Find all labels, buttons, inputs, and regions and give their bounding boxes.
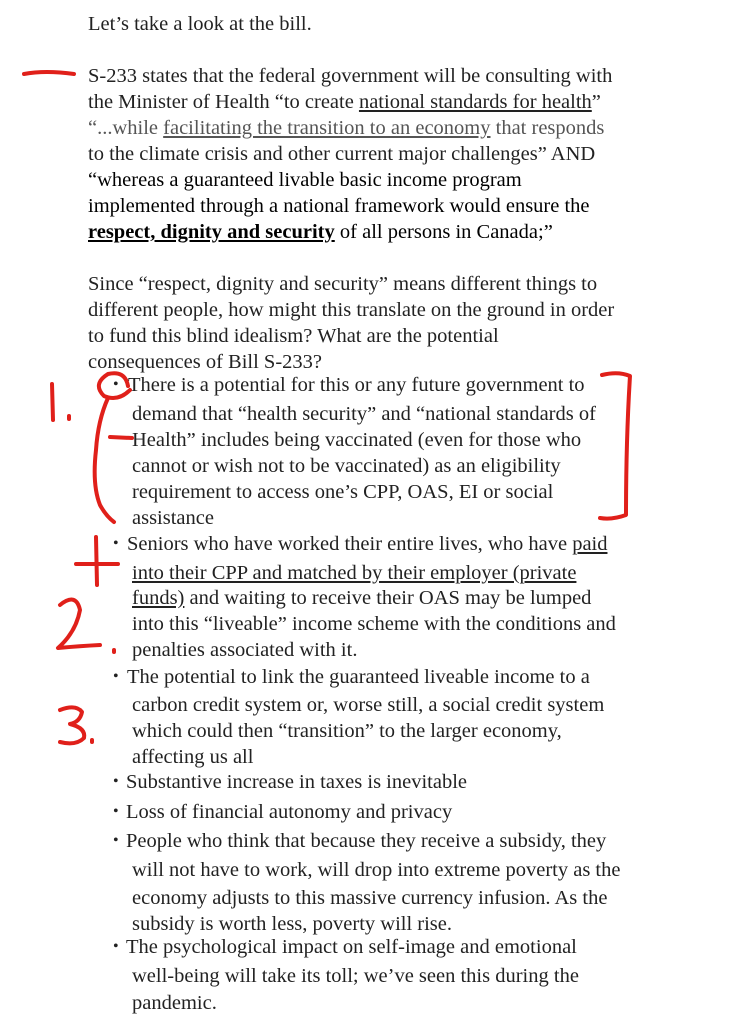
text-line: demand that “health security” and “national standards of — [132, 403, 596, 425]
text-line: assistance — [132, 507, 214, 529]
text-line: carbon credit system or, worse still, a social credit system — [132, 694, 605, 716]
text-line: Substantive increase in taxes is inevitable — [126, 771, 468, 793]
text-line: to fund this blind idealism? What are the potential — [88, 325, 499, 347]
text: and waiting to receive their OAS may be lumped — [184, 587, 592, 609]
bullet-icon: • — [113, 535, 119, 552]
text-line: to the climate crisis and other current major challenges” AND — [88, 143, 596, 165]
bullet-icon: • — [113, 376, 119, 393]
underlined-text: national standards for health — [358, 91, 592, 113]
text: “...while — [88, 117, 164, 139]
text-line: People who think that because they receive a subsidy, they — [126, 830, 607, 852]
text-line: cannot or wish not to be vaccinated) as an eligibility — [132, 455, 561, 477]
text-line: different people, how might this translate on the ground in order — [88, 299, 615, 321]
text-line: will not have to work, will drop into extreme poverty as the — [132, 859, 621, 881]
text: ” — [591, 91, 601, 113]
text-line: penalties associated with it. — [132, 639, 358, 661]
text-line: The psychological impact on self-image and emotional — [126, 936, 577, 958]
number-2-mark — [58, 600, 114, 652]
right-bracket-mark — [600, 373, 630, 518]
text: the Minister of Health “to create — [88, 91, 359, 113]
underlined-text: facilitating the transition to an economy — [163, 117, 491, 139]
bullet-icon: • — [113, 938, 119, 955]
number-1-mark — [52, 384, 69, 420]
intro-line: Let’s take a look at the bill. — [88, 13, 312, 35]
dash-mark — [24, 72, 74, 74]
underlined-text: funds) — [132, 587, 185, 609]
bold-underlined-text: respect, dignity and security — [88, 221, 335, 243]
number-3-mark — [60, 707, 92, 743]
text-line: requirement to access one’s CPP, OAS, EI or social — [132, 481, 554, 503]
text-line: S-233 states that the federal government will be consulting with — [88, 65, 613, 87]
bullet-icon: • — [113, 668, 119, 685]
text-line: into this “liveable” income scheme with the conditions and — [132, 613, 616, 635]
text-line: “whereas a guaranteed livable basic income program — [88, 169, 522, 191]
underlined-text: paid — [572, 533, 608, 555]
text-line: consequences of Bill S-233? — [88, 351, 322, 373]
text-line: implemented through a national framework would ensure the — [88, 195, 590, 217]
text-line: subsidy is worth less, poverty will rise. — [132, 913, 453, 935]
text-line: well-being will take its toll; we’ve seen this during the — [132, 965, 579, 987]
text-line: economy adjusts to this massive currency infusion. As the — [132, 887, 608, 909]
circle-mark — [99, 373, 130, 398]
text-line: affecting us all — [132, 746, 254, 768]
text: that responds — [490, 117, 605, 139]
text-line: which could then “transition” to the larger economy, — [132, 720, 562, 742]
dash-mark — [110, 437, 132, 438]
text-line: Loss of financial autonomy and privacy — [126, 801, 453, 823]
bullet-icon: • — [113, 773, 119, 790]
bullet-icon: • — [113, 803, 119, 820]
bullet-icon: • — [113, 832, 119, 849]
left-brace-mark — [95, 398, 114, 522]
text-line: Health” includes being vaccinated (even for those who — [132, 429, 582, 451]
text: of all persons in Canada;” — [334, 221, 553, 243]
plus-mark — [76, 537, 118, 585]
text: Seniors who have worked their entire lives, who have — [127, 533, 573, 555]
text-line: Since “respect, dignity and security” means different things to — [88, 273, 598, 295]
text-line: The potential to link the guaranteed liveable income to a — [127, 666, 590, 688]
text-line: pandemic. — [132, 992, 217, 1014]
underlined-text: into their CPP and matched by their employer (private — [132, 562, 577, 584]
text-line: There is a potential for this or any future government to — [128, 374, 585, 396]
